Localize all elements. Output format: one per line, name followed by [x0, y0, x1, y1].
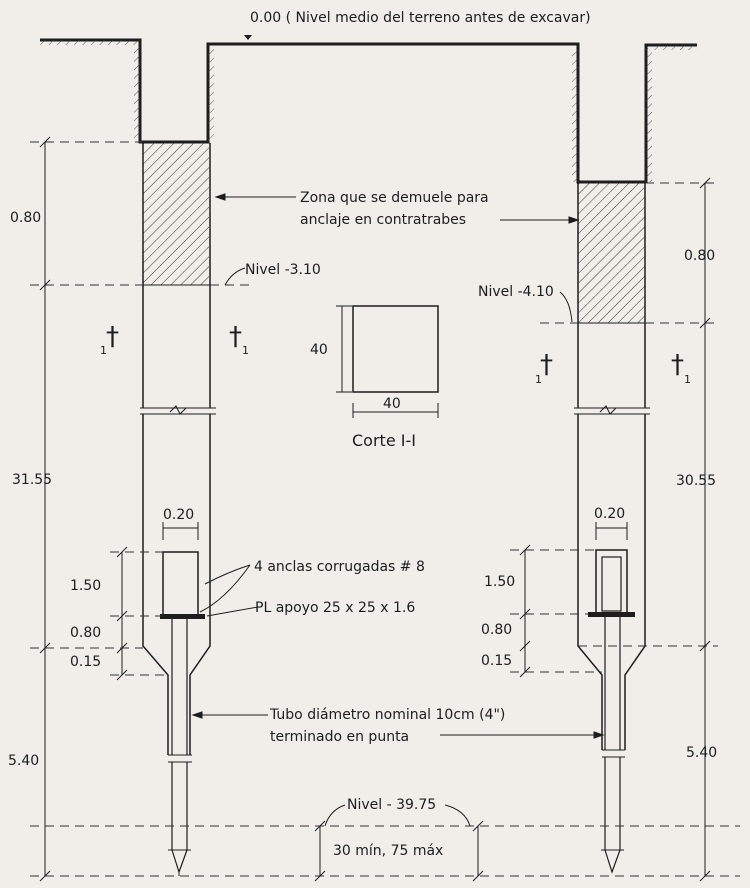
left-level-label: Nivel -3.10 — [245, 262, 321, 278]
right-dim-tube: 5.40 — [686, 745, 718, 761]
right-section-sub-b: 1 — [684, 373, 691, 386]
left-dim-top: 0.80 — [10, 210, 42, 226]
left-dim-shaft: 31.55 — [12, 472, 53, 488]
plate-label: PL apoyo 25 x 25 x 1.6 — [255, 600, 416, 616]
left-section-sub-a: 1 — [100, 344, 107, 357]
tube-note-line1: Tubo diámetro nominal 10cm (4") — [270, 707, 506, 723]
right-dim-a: 1.50 — [484, 574, 516, 590]
left-section-mark-a: † — [106, 322, 119, 352]
right-dim-top: 0.80 — [684, 248, 716, 264]
right-demolish-zone — [578, 183, 645, 323]
ground-level-label: 0.00 ( Nivel medio del terreno antes de excavar) — [250, 10, 591, 26]
right-section-sub-a: 1 — [535, 373, 542, 386]
right-dim-c: 0.15 — [481, 653, 513, 669]
right-section-mark-a: † — [540, 350, 553, 380]
cap-width-dims — [163, 522, 627, 540]
right-dim-shaft: 30.55 — [676, 473, 717, 489]
embed-note: 30 mín, 75 máx — [333, 843, 444, 859]
tube-note-line2: terminado en punta — [270, 729, 410, 745]
left-dim-tube: 5.40 — [8, 753, 40, 769]
right-level-label: Nivel -4.10 — [478, 284, 554, 300]
bottom-level-label: Nivel - 39.75 — [347, 797, 437, 813]
left-cap-width: 0.20 — [163, 507, 195, 523]
left-section-sub-b: 1 — [242, 344, 249, 357]
left-cap — [163, 552, 198, 616]
left-section-mark-b: † — [229, 322, 242, 352]
left-demolish-zone — [143, 143, 209, 285]
anchors-label: 4 anclas corrugadas # 8 — [254, 559, 425, 575]
right-dim-b: 0.80 — [481, 622, 513, 638]
right-section-mark-b: † — [671, 350, 684, 380]
ground-level-marker — [244, 35, 252, 40]
demolish-note-line1: Zona que se demuele para — [300, 190, 489, 206]
section-bottom-dim: 40 — [383, 396, 401, 412]
left-dim-a: 1.50 — [70, 578, 102, 594]
right-cap-width: 0.20 — [594, 506, 626, 522]
left-dim-c: 0.15 — [70, 654, 102, 670]
left-dimension-line — [40, 137, 127, 881]
section-title: Corte I-I — [352, 431, 416, 450]
section-side-dim: 40 — [310, 342, 328, 358]
demolish-note-line2: anclaje en contratrabes — [300, 212, 467, 228]
right-cap — [596, 550, 627, 614]
right-plate — [588, 612, 635, 617]
left-plate — [160, 614, 205, 619]
ground-profile — [40, 35, 697, 182]
section-square — [353, 306, 438, 392]
left-dim-b: 0.80 — [70, 625, 102, 641]
